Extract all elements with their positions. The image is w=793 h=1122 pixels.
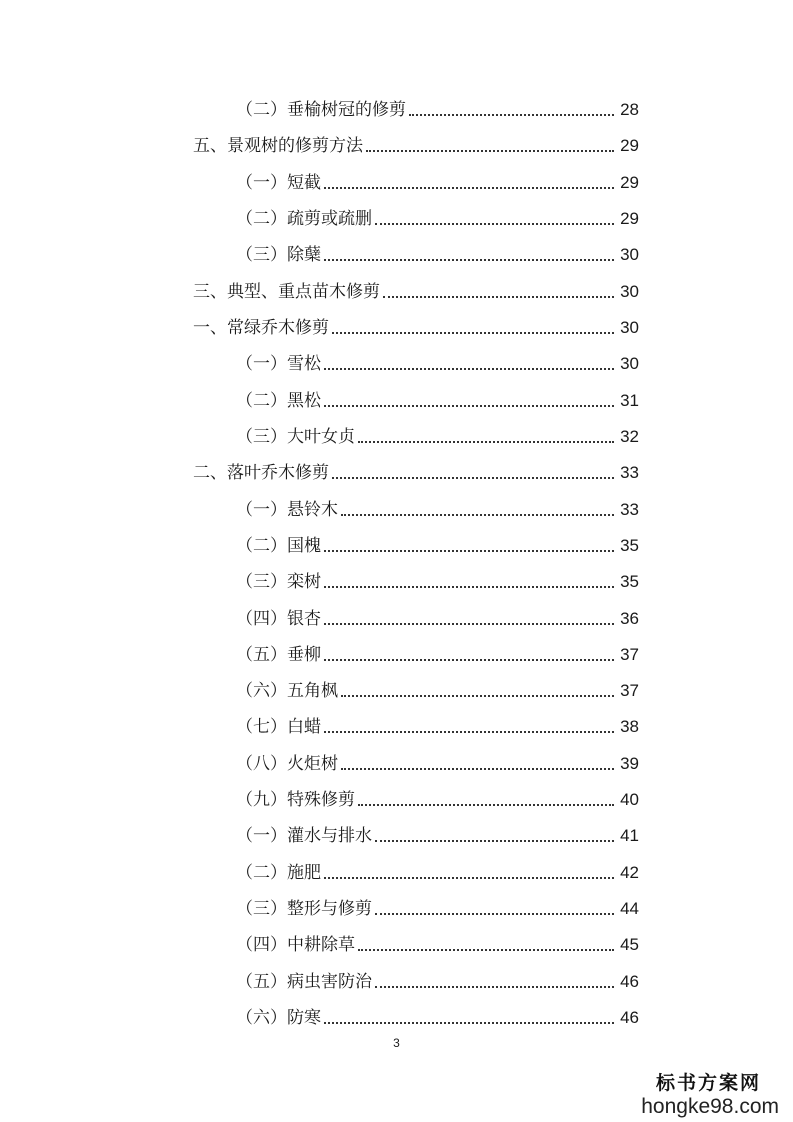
toc-dot-leader — [324, 731, 614, 733]
toc-entry-page: 42 — [620, 863, 639, 882]
toc-entry[interactable] — [236, 346, 639, 374]
toc-entry-label: （一）雪松 — [236, 354, 321, 374]
toc-dot-leader — [383, 296, 614, 298]
watermark — [629, 1068, 779, 1119]
toc-entry[interactable] — [236, 201, 639, 229]
toc-entry-label: （八）火炬树 — [236, 754, 338, 774]
toc-entry-label: （一）短截 — [236, 173, 321, 193]
toc-dot-leader — [358, 804, 614, 806]
toc-dot-leader — [324, 1022, 614, 1024]
toc-dot-leader — [324, 586, 614, 588]
toc-entry-page: 46 — [620, 972, 639, 991]
toc-entry[interactable] — [193, 128, 639, 156]
toc-entry[interactable] — [236, 746, 639, 774]
toc-entry[interactable] — [236, 927, 639, 955]
toc-entry-page: 29 — [620, 209, 639, 228]
toc-entry-label: 二、落叶乔木修剪 — [193, 463, 329, 483]
toc-entry[interactable] — [236, 383, 639, 411]
toc-entry[interactable] — [236, 1000, 639, 1028]
toc-entry[interactable] — [193, 455, 639, 483]
toc-dot-leader — [324, 659, 614, 661]
toc-entry-page: 45 — [620, 935, 639, 954]
toc-dot-leader — [324, 550, 614, 552]
toc-entry-label: （四）银杏 — [236, 609, 321, 629]
toc-entry-label: （二）疏剪或疏删 — [236, 209, 372, 229]
toc-entry-label: 三、典型、重点苗木修剪 — [193, 282, 380, 302]
toc-entry-page: 37 — [620, 681, 639, 700]
toc-entry-page: 37 — [620, 645, 639, 664]
toc-entry[interactable] — [236, 92, 639, 120]
toc-entry[interactable] — [236, 855, 639, 883]
toc-dot-leader — [341, 695, 614, 697]
toc-entry[interactable] — [193, 274, 639, 302]
toc-entry[interactable] — [236, 782, 639, 810]
toc-entry-page: 30 — [620, 282, 639, 301]
toc-entry-page: 40 — [620, 790, 639, 809]
toc-dot-leader — [324, 259, 614, 261]
toc-entry-page: 33 — [620, 500, 639, 519]
toc-entry-page: 46 — [620, 1008, 639, 1027]
toc-entry[interactable] — [236, 637, 639, 665]
toc-entry-label: （七）白蜡 — [236, 717, 321, 737]
toc-dot-leader — [341, 768, 614, 770]
toc-entry-page: 36 — [620, 609, 639, 628]
toc-entry-label: （三）整形与修剪 — [236, 899, 372, 919]
toc-entry-label: 一、常绿乔木修剪 — [193, 318, 329, 338]
toc-entry-page: 28 — [620, 100, 639, 119]
toc-entry-label: （五）垂柳 — [236, 645, 321, 665]
toc-entry-label: （三）大叶女贞 — [236, 427, 355, 447]
toc-entry-label: （五）病虫害防治 — [236, 972, 372, 992]
toc-entry-page: 44 — [620, 899, 639, 918]
toc-entry-label: （二）施肥 — [236, 863, 321, 883]
toc-dot-leader — [409, 114, 614, 116]
toc-dot-leader — [366, 150, 614, 152]
toc-entry-label: （四）中耕除草 — [236, 935, 355, 955]
toc-entry[interactable] — [236, 237, 639, 265]
toc-dot-leader — [341, 514, 614, 516]
toc-entry[interactable] — [236, 709, 639, 737]
toc-dot-leader — [375, 840, 614, 842]
toc-entry-page: 30 — [620, 318, 639, 337]
toc-entry[interactable] — [236, 165, 639, 193]
toc-entry-page: 30 — [620, 354, 639, 373]
toc-entry-page: 38 — [620, 717, 639, 736]
toc-entry-label: （二）国槐 — [236, 536, 321, 556]
toc-dot-leader — [324, 187, 614, 189]
toc-entry-page: 29 — [620, 173, 639, 192]
page-number: 3 — [393, 1036, 400, 1050]
toc-entry-label: （三）除蘖 — [236, 245, 321, 265]
toc-entry-label: （六）五角枫 — [236, 681, 338, 701]
toc-entry-page: 41 — [620, 826, 639, 845]
toc-dot-leader — [375, 913, 614, 915]
toc-entry-page: 29 — [620, 136, 639, 155]
watermark-title: 标书方案网 — [655, 1072, 761, 1094]
toc-entry[interactable] — [236, 673, 639, 701]
toc-entry-page: 31 — [620, 391, 639, 410]
toc-entry-label: （二）黑松 — [236, 391, 321, 411]
toc-entry-page: 35 — [620, 572, 639, 591]
toc-dot-leader — [324, 405, 614, 407]
toc-entry-label: 五、景观树的修剪方法 — [193, 136, 363, 156]
toc-entry-page: 32 — [620, 427, 639, 446]
toc-dot-leader — [324, 623, 614, 625]
toc-entry-label: （一）悬铃木 — [236, 500, 338, 520]
toc-entry[interactable] — [236, 818, 639, 846]
toc-entry[interactable] — [236, 601, 639, 629]
toc-entry-label: （二）垂榆树冠的修剪 — [236, 100, 406, 120]
toc-dot-leader — [324, 368, 614, 370]
toc-dot-leader — [358, 441, 614, 443]
toc-entry-page: 30 — [620, 245, 639, 264]
toc-entry-label: （三）栾树 — [236, 572, 321, 592]
toc-dot-leader — [324, 877, 614, 879]
toc-entry-label: （九）特殊修剪 — [236, 790, 355, 810]
toc-dot-leader — [375, 223, 614, 225]
toc-entry-label: （六）防寒 — [236, 1008, 321, 1028]
toc-dot-leader — [332, 477, 614, 479]
toc-dot-leader — [358, 949, 614, 951]
toc-dot-leader — [332, 332, 614, 334]
toc-entry[interactable] — [193, 310, 639, 338]
toc-entry[interactable] — [236, 528, 639, 556]
toc-entry[interactable] — [236, 564, 639, 592]
toc-entry-label: （一）灌水与排水 — [236, 826, 372, 846]
toc-entry-page: 39 — [620, 754, 639, 773]
toc-entry-page: 33 — [620, 463, 639, 482]
toc-entry[interactable] — [236, 492, 639, 520]
watermark-url: hongke98.com — [641, 1095, 779, 1118]
toc-entry-page: 35 — [620, 536, 639, 555]
toc-dot-leader — [375, 986, 614, 988]
toc-entry[interactable] — [236, 419, 639, 447]
toc-entry[interactable] — [236, 891, 639, 919]
toc-entry[interactable] — [236, 964, 639, 992]
